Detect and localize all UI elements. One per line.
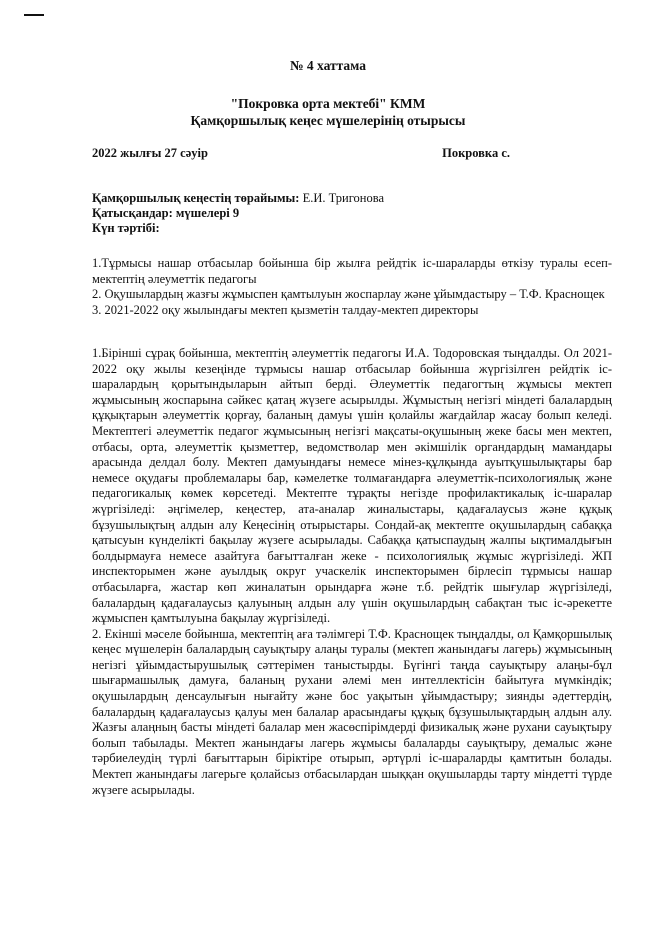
agenda-heading-line bbox=[92, 221, 612, 236]
agenda-heading: Күн тәртібі: bbox=[92, 221, 160, 235]
paragraph-2: 2. Екінші мәселе бойынша, мектептің аға тәлімгері Т.Ф. Краснощек тыңдалды, ол Қамқоршылық кеңес мүшелерін балалардың сауықтыру алаңы туралы (мектеп жанындағы лагерь) жұмысының негізгі ұйымдастырушылық сәттерімен таныстырды. Бүгінгі таңда сауықтыру алаңы-бұл шығармашылық дамуға, баланың рухани әлемі мен интеллектісін байытуға мүмкіндік; оқушылардың денсаулығын нығайту және бос уақытын ұйымдастыру; зиянды әдеттердің, балалардың қадағалаусыз қалуы мен балалар арасындағы құқық бұзушылықтардың алдын алу. Жазғы алаңның басты міндеті балалар мен жасөспірімдерді физикалық және рухани сауықтыру болып табылады. Мектеп жанындағы лагерь жұмысы балаларды сауықтыру, демалыс және тәрбиелеудің түрлі бағыттарын біріктіре отырып, әртүрлі іс-шараларды қамтитын болады. Мектеп жанындағы лагерьге қолайсыз отбасылардан шыққан оқушыларды тарту міндетті түрде жүзеге асырылады. bbox=[92, 626, 612, 797]
meeting-date: 2022 жылғы 27 сәуір bbox=[92, 146, 208, 160]
organization-title: "Покровка орта мектебі" КММ bbox=[230, 96, 426, 111]
dateline bbox=[92, 146, 510, 161]
agenda-item-1: 1.Тұрмысы нашар отбасылар бойынша бір жылға рейдтік іс-шараларды өткізу туралы есеп-мектептің әлеуметтік педагогы bbox=[92, 256, 612, 286]
protocol-number: № 4 хаттама bbox=[289, 58, 367, 73]
meeting-place: Покровка с. bbox=[442, 146, 510, 160]
minutes-body bbox=[92, 346, 612, 798]
agenda-item-2: 2. Оқушылардың жазғы жұмыспен қамтылуын жоспарлау және ұйымдастыру – Т.Ф. Краснощек bbox=[92, 287, 605, 301]
agenda-list bbox=[92, 256, 612, 318]
chair-name: Е.И. Тригонова bbox=[299, 191, 385, 205]
paragraph-1: 1.Бірінші сұрақ бойынша, мектептің әлеуметтік педагогы И.А. Тодоровская тыңдалды. Ол 2021-2022 оқу жылы кезеңінде тұрмысы нашар отбасылар бойынша жүргізілген рейдтік іс-шаралардың қорытындыларын айтып берді. Әлеуметтік педагогтың жұмысы мектеп жұмысының жоспарына сәйкес қатаң жүзеге асырылды. Жұмыстың негізгі міндеті балалардың құқықтарын әлеуметтік қорғау, баланың дамуы үшін қолайлы жағдайлар жасау болып келеді. Мектептегі әлеуметтік педагог жұмысының негізгі мақсаты-оқушының жеке басы мен мектеп, отбасы, орта, әлеуметтік қызметтер, ведомстволар мен әкімшілік органдардың мамандары арасында делдал болу. Мектеп дамуындағы немесе мінез-құлқында ауытқушылықтары бар немесе оқудағы проблемалары бар, кәмелетке толмағандарға әлеуметтік-психологиялық және педагогикалық көмек көрсетеді. Мектепте тұрақты негізде профилактикалық іс-шаралар жүргізіледі: әңгімелер, кеңестер, ата-аналар жиналыстары, қадағалаусыз және құқық бұзушылықтың алдын алу Кеңесінің отырыстары. Сондай-ақ мектепте оқушылардың сабаққа қатысуын күнделікті бақылау жүзеге асырылады. Сабаққа қатыспаудың жалпы ықтималдығын болдырмауға немесе азайтуға бағытталған жеке - психологиялық жұмыс жүргізіледі. ЖП инспекторымен және ауылдық округ учаскелік инспекторымен бірлесіп тұрмысы нашар отбасыларға, жастар көп жиналатын орындарға және т.б. рейдтік шығулар жүргізіледі, балалардың қадағалаусыз қалуының алдын алу үшін оқушылардың сабақтан тыс іс-әрекетте жұмыспен қамтылуына бақылау жүргізіледі. bbox=[92, 346, 612, 626]
chair-line bbox=[92, 191, 612, 206]
agenda-item-3: 3. 2021-2022 оқу жылындағы мектеп қызметін талдау-мектеп директоры bbox=[92, 302, 479, 317]
attendees: Қатысқандар: мүшелері 9 bbox=[92, 206, 240, 220]
chair-label: Қамқоршылық кеңестің төрайымы: bbox=[92, 191, 300, 205]
page-mark bbox=[24, 14, 44, 16]
meeting-title: Қамқоршылық кеңес мүшелерінің отырысы bbox=[190, 113, 466, 128]
attendees-line bbox=[92, 206, 612, 221]
